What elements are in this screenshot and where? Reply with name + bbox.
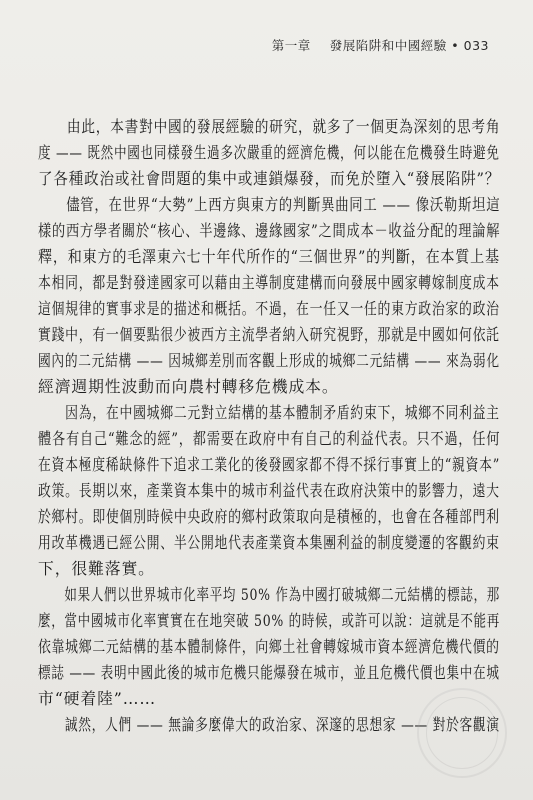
text-line: 在資本極度稀缺條件下追求工業化的後發國家都不得不採行事實上的“親資本” <box>38 455 500 474</box>
text-line: 經濟週期性波動而向農村轉移危機成本。 <box>38 377 339 396</box>
text-line: 用改革機遇已經公開、半公開地代表產業資本集團利益的制度變遷的客觀約束 <box>38 533 500 552</box>
bookstore-watermark-stamp <box>417 688 507 778</box>
watermark-inner-ring <box>426 697 498 769</box>
text-line: 這個規律的實事求是的描述和概括。不過，在一任又一任的東方政治家的政治 <box>38 299 500 318</box>
paragraph-4 <box>38 582 500 712</box>
text-line: 麼，當中國城市化率實實在在地突破 50% 的時候，或許可以說：這就是不能再 <box>38 611 500 630</box>
text-line: 於鄉村。即使個別時候中央政府的鄉村政策取向是積極的，也會在各種部門利 <box>38 507 500 526</box>
text-line: 了各種政治或社會問題的集中或連鎖爆發，而免於墮入“發展陷阱”？ <box>38 169 501 188</box>
running-head <box>272 36 489 54</box>
text-line: 釋，和東方的毛澤東六七十年代所作的“三個世界”的判斷，在本質上基 <box>38 247 500 266</box>
text-line: 下，很難落實。 <box>38 559 155 578</box>
text-line: 標誌 —— 表明中國此後的城市危機只能爆發在城市，並且危機代價也集中在城 <box>38 663 500 682</box>
chapter-label: 第一章 <box>271 38 311 53</box>
text-line: 本相同，都是對發達國家可以藉由主導制度建構而向發展中國家轉嫁制度成本 <box>38 273 500 292</box>
bullet-separator: • <box>451 38 464 53</box>
text-line: 由此，本書對中國的發展經驗的研究，就多了一個更為深刻的思考角 <box>38 117 501 136</box>
text-line: 依靠城鄉二元結構的基本體制條件，向鄉土社會轉嫁城市資本經濟危機代價的 <box>38 637 500 656</box>
text-line: 樣的西方學者關於“核心、半邊緣、邊緣國家”之間成本－收益分配的理論解 <box>38 221 501 240</box>
text-line: 如果人們以世界城市化率平均 50% 作為中國打破城鄉二元結構的標誌，那 <box>38 585 500 604</box>
text-line: 因為，在中國城鄉二元對立結構的基本體制矛盾約束下，城鄉不同利益主 <box>38 403 500 422</box>
body-text <box>38 114 500 738</box>
text-line: 市“硬着陸”…… <box>38 689 157 708</box>
text-line: 實踐中，有一個要點很少被西方主流學者納入研究視野，那就是中國如何依託 <box>38 325 500 344</box>
text-line: 誠然，人們 —— 無論多麼偉大的政治家、深邃的思想家 —— 對於客觀演 <box>38 715 500 734</box>
text-line: 政策。長期以來，產業資本集中的城市利益代表在政府決策中的影響力，遠大 <box>38 481 500 500</box>
text-line: 度 —— 既然中國也同樣發生過多次嚴重的經濟危機，何以能在危機發生時避免 <box>38 143 500 162</box>
paragraph-2 <box>38 192 500 400</box>
chapter-title: 發展陷阱和中國經驗 <box>329 38 447 53</box>
text-line: 國內的二元結構 —— 因城鄉差別而客觀上形成的城鄉二元結構 —— 來為弱化 <box>38 351 500 370</box>
paragraph-1 <box>38 114 500 192</box>
text-line: 體各有自己“難念的經”，都需要在政府中有自己的利益代表。只不過，任何 <box>38 429 501 448</box>
paragraph-3 <box>38 400 500 582</box>
text-line: 儘管，在世界“大勢”上西方與東方的判斷異曲同工 —— 像沃勒斯坦這 <box>38 195 501 214</box>
page-number: 033 <box>463 38 489 53</box>
